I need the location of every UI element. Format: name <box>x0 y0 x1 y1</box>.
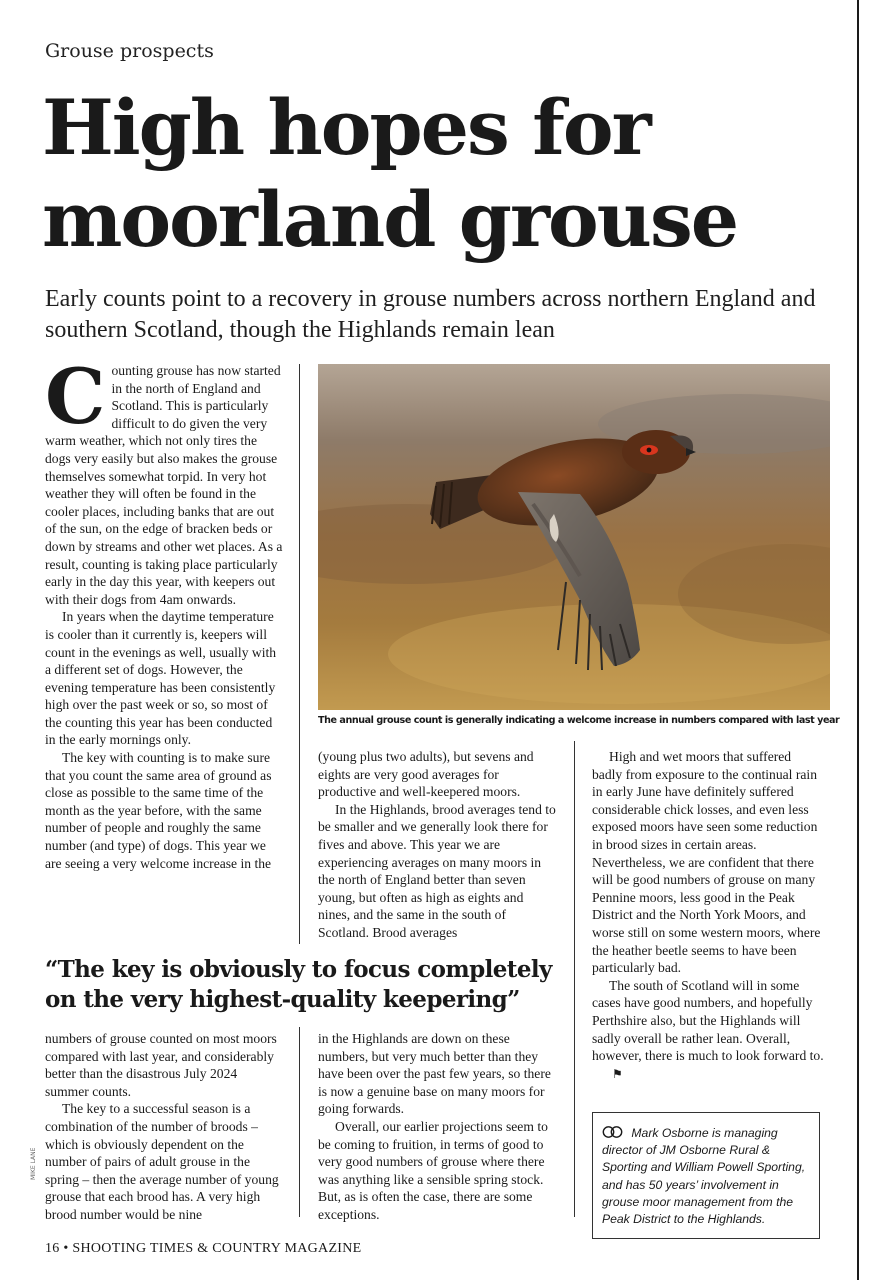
paragraph: Overall, our earlier projections seem to be coming to fruition, in terms of good to very good numbers of grouse where there was anything like a sensible spring stock. But, as is often the case, there are some exceptions. <box>318 1118 548 1222</box>
paragraph: numbers of grouse counted on most moors compared with last year, and considerably better than the disastrous July 2024 summer counts. <box>45 1031 277 1099</box>
author-circles-icon <box>602 1126 631 1140</box>
article-column-2-bottom <box>318 1030 558 1224</box>
standfirst: Early counts point to a recovery in grouse numbers across northern England and southern Scotland, though the Highlands remain lean <box>45 286 816 343</box>
paragraph-text: The south of Scotland will in some cases have good numbers, and hopefully Perthshire also, but the Highlands will sadly overall be rather lean. Overall, however, there is much to look forward to. <box>592 977 824 1064</box>
page-folio: 16 • SHOOTING TIMES & COUNTRY MAGAZINE <box>45 1241 362 1256</box>
headline-line-2: moorland grouse <box>42 175 738 264</box>
author-bio-text: Mark Osborne is managing director of JM Osborne Rural & Sporting and William Powell Sporting, and has 50 years’ involvement in grouse moor management from the Peak District to the Highlands. <box>602 1126 806 1227</box>
author-bio-box <box>592 1112 820 1239</box>
paragraph: The key to a successful season is a combination of the number of broods – which is obviously dependent on the number of pairs of adult grouse in the spring – then the average number of young grouse that each brood has. A very high brood number would be nine <box>45 1101 279 1222</box>
section-label: Grouse prospects <box>45 40 214 62</box>
grouse-in-flight-illustration <box>318 364 830 710</box>
paragraph: High and wet moors that suffered badly from exposure to the continual rain in early June have definitely suffered considerable chick losses, and even less exposed moors have seen some reduction in brood sizes in certain areas. Nevertheless, we are confident that there will be good numbers of grouse on many Pennine moors, less good in the Peak District and the North York Moors, and worse still on some western moors, where the heather beetle seems to have been particularly bad. <box>592 749 821 976</box>
column-divider <box>299 1027 300 1217</box>
paragraph: The key with counting is to make sure that you count the same area of ground as close as possible to the same time of the month as the year before, with the same number of people and roughly the same number (and type) of dogs. This year we are seeing a very welcome increase in the <box>45 750 272 871</box>
paragraph: (young plus two adults), but sevens and eights are very good averages for productive and well-keepered moors. <box>318 749 534 800</box>
headline <box>42 82 842 266</box>
paragraph: in the Highlands are down on these numbers, but very much better than they have been over the past few years, so there is now a genuine base on many moors for going forwards. <box>318 1031 551 1117</box>
drop-cap: C <box>45 352 106 441</box>
headline-line-1: High hopes for <box>42 83 650 172</box>
article-column-1-top <box>45 352 283 872</box>
paragraph: ounting grouse has now started in the north of England and Scotland. This is particularly difficult to do given the very warm weather, which not only tires the dogs very easily but also makes the grouse themselves somewhat torpid. In very hot weather they will often be found in the cooler places, including banks that are out of the sun, on the edge of bracken beds or down by streams and other wet places. As a result, counting is taking place particularly early in the day this year, with keepers out with their dogs from 4am onwards. <box>45 363 283 607</box>
paragraph: In years when the daytime temperature is cooler than it currently is, keepers will count in the evenings as well, usually with a different set of dogs. However, the evening temperature has been consistently high over the past week or so, so most of the counting this year has been conducted in the early mornings only. <box>45 609 277 748</box>
article-column-2-top <box>318 748 558 942</box>
red-grouse-photo <box>318 364 830 710</box>
grouse-end-mark-icon: ⚑ <box>612 1066 623 1081</box>
paragraph <box>592 977 824 1084</box>
article-column-3 <box>592 748 824 1083</box>
article-column-1-bottom <box>45 1030 283 1224</box>
column-divider <box>299 364 300 944</box>
pull-quote: “The key is obviously to focus completely on the very highest-quality keepering” <box>45 956 552 1013</box>
paragraph: In the Highlands, brood averages tend to be smaller and we generally look there for fives and above. This year we are experiencing averages on many moors in the north of England better than seven young, but often as high as eights and nines, and the same in the south of Scotland. Brood averages <box>318 801 556 940</box>
photo-caption: The annual grouse count is generally indicating a welcome increase in numbers compared with last year <box>318 715 840 726</box>
photo-credit: MIKE LANE <box>30 1147 37 1180</box>
page-edge-rule <box>857 0 859 1280</box>
